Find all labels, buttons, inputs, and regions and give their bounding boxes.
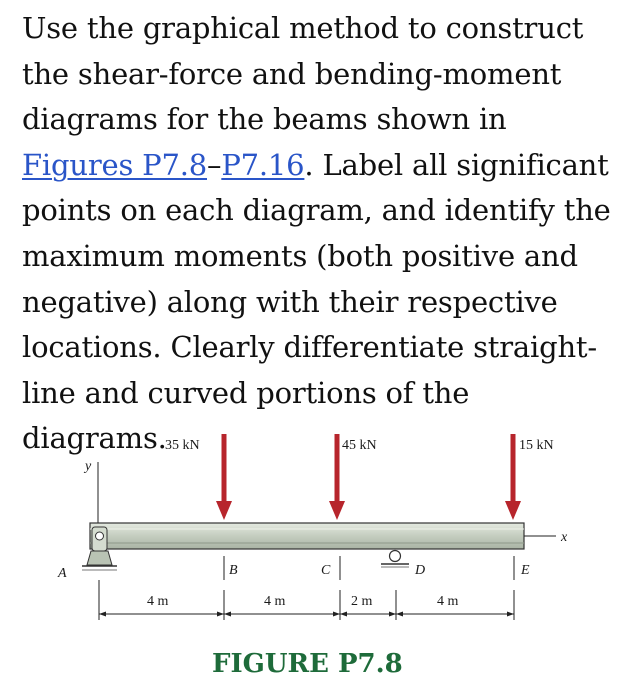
figure-caption: FIGURE P7.8	[212, 649, 403, 679]
load-label-45kn: 45 kN	[342, 438, 377, 453]
point-label-e: E	[521, 563, 530, 578]
load-label-35kn: 35 kN	[165, 438, 200, 453]
load-label-15kn: 15 kN	[519, 438, 554, 453]
point-label-d: D	[415, 563, 426, 578]
beam	[90, 523, 524, 549]
figure-link-p7-8[interactable]: Figures P7.8	[22, 147, 207, 182]
dimension-de: 4 m	[437, 594, 459, 609]
x-axis-label: x	[561, 530, 568, 545]
figure-link-p7-16[interactable]: P7.16	[221, 147, 305, 182]
problem-text-rest: . Label all significant points on each diagram, and identify the maximum moments (both positive and negative) along with their respective locations. Clearly differentiate straight-line and curved portions of the diagrams.	[22, 147, 611, 456]
dimension-bc: 4 m	[264, 594, 286, 609]
point-label-b: B	[229, 563, 238, 578]
problem-text-intro: Use the graphical method to construct the shear-force and bending-moment diagrams for the beams shown in	[22, 11, 584, 137]
point-label-a: A	[58, 566, 67, 581]
point-label-c: C	[321, 563, 331, 578]
y-axis-label: y	[85, 459, 92, 474]
range-dash: –	[207, 147, 222, 182]
roller-support-d	[381, 551, 409, 568]
dimension-ab: 4 m	[147, 594, 169, 609]
load-arrow-35kn	[216, 434, 232, 520]
dimension-cd: 2 m	[351, 594, 373, 609]
